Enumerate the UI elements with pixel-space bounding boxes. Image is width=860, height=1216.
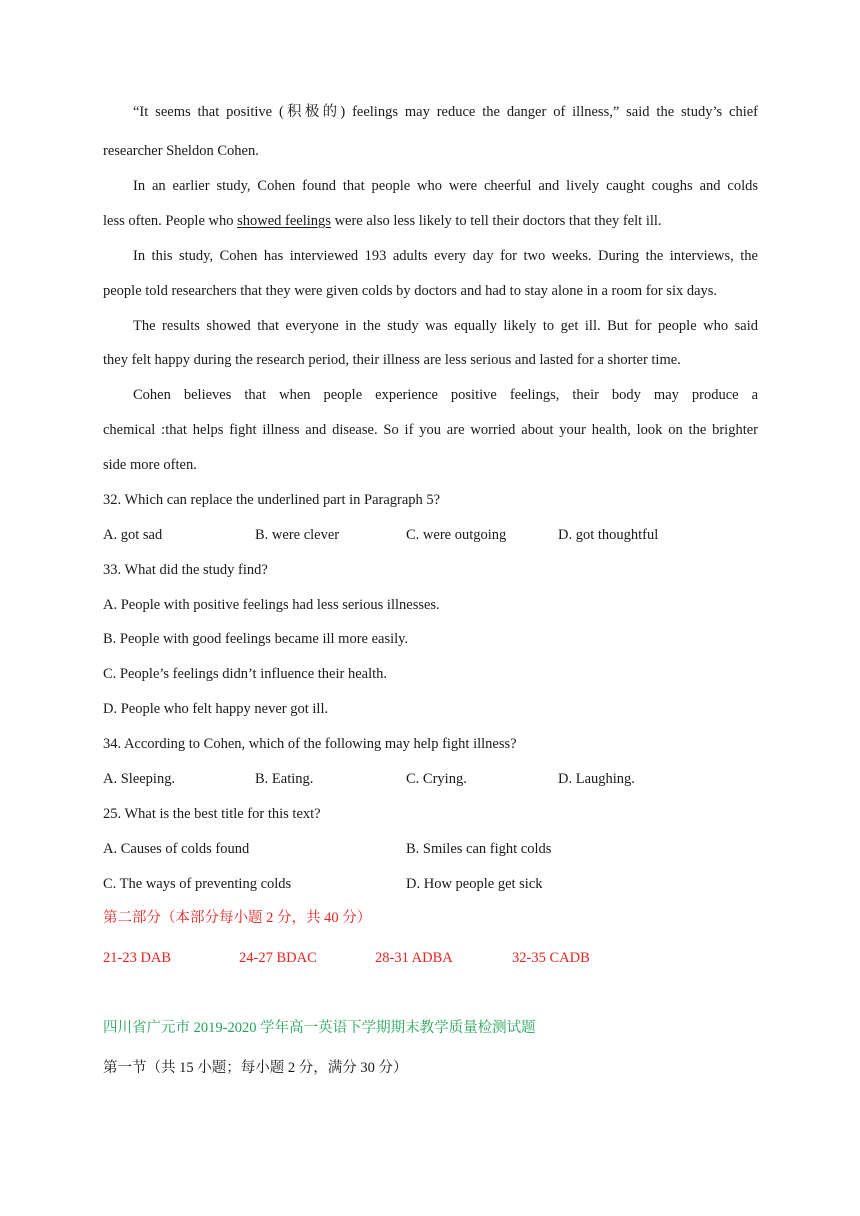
question-stem: 33. What did the study find? <box>103 562 268 578</box>
question-option: C. People’s feelings didn’t influence their health. <box>103 666 388 682</box>
question-stem: 32. Which can replace the underlined part in Paragraph 5? <box>103 492 441 508</box>
question-stem: 25. What is the best title for this text? <box>103 806 321 822</box>
answer-key-heading: 第二部分（本部分每小题 2 分，共 40 分） <box>103 910 372 926</box>
answer-group: 28-31 ADBA <box>375 950 453 966</box>
question-option: A. People with positive feelings had less serious illnesses. <box>103 597 440 613</box>
question-option: A. Causes of colds found <box>103 841 250 857</box>
question-option: B. Smiles can fight colds <box>406 841 552 857</box>
paragraph-5-line-1: Cohen believes that when people experience positive feelings, their body may produce a <box>133 387 758 403</box>
paragraph-5-line-3: side more often. <box>103 457 197 473</box>
paragraph-1-line-2: researcher Sheldon Cohen. <box>103 143 259 159</box>
answer-group: 24-27 BDAC <box>239 950 317 966</box>
paragraph-5-line-2: chemical :that helps fight illness and disease. So if you are worried about your health, look on the brighter <box>103 422 758 438</box>
paragraph-2-line-1: In an earlier study, Cohen found that people who were cheerful and lively caught coughs and colds <box>133 178 758 194</box>
paragraph-4-line-2: they felt happy during the research period, their illness are less serious and lasted for a shorter time. <box>103 352 681 368</box>
underlined-phrase: showed feelings <box>237 213 331 229</box>
question-stem: 34. According to Cohen, which of the following may help fight illness? <box>103 736 517 752</box>
question-option: B. People with good feelings became ill more easily. <box>103 631 409 647</box>
answer-group: 21-23 DAB <box>103 950 172 966</box>
question-option: C. Crying. <box>406 771 467 787</box>
paragraph-4-line-1: The results showed that everyone in the study was equally likely to get ill. But for people who said <box>133 318 758 334</box>
exam-title: 四川省广元市 2019-2020 学年高一英语下学期期末教学质量检测试题 <box>103 1020 536 1036</box>
section-heading: 第一节（共 15 小题；每小题 2 分，满分 30 分） <box>103 1060 408 1076</box>
paragraph-2-text-before: less often. People who <box>103 213 238 229</box>
paragraph-2-line-2 <box>103 211 758 231</box>
paragraph-1-line-1: “It seems that positive (积极的) feelings may reduce the danger of illness,” said the study’s chief <box>133 104 758 120</box>
question-option: D. Laughing. <box>558 771 635 787</box>
question-option: D. How people get sick <box>406 876 543 892</box>
question-option: D. People who felt happy never got ill. <box>103 701 329 717</box>
question-option: D. got thoughtful <box>558 527 659 543</box>
question-option: C. The ways of preventing colds <box>103 876 292 892</box>
paragraph-3-line-1: In this study, Cohen has interviewed 193 adults every day for two weeks. During the interviews, the <box>133 248 758 264</box>
question-option: B. Eating. <box>255 771 314 787</box>
question-option: C. were outgoing <box>406 527 507 543</box>
question-option: B. were clever <box>255 527 340 543</box>
paragraph-2-text-after: were also less likely to tell their doctors that they felt ill. <box>330 213 662 229</box>
question-option: A. Sleeping. <box>103 771 176 787</box>
question-option: A. got sad <box>103 527 163 543</box>
paragraph-3-line-2: people told researchers that they were given colds by doctors and had to stay alone in a room for six days. <box>103 283 718 299</box>
answer-group: 32-35 CADB <box>512 950 590 966</box>
